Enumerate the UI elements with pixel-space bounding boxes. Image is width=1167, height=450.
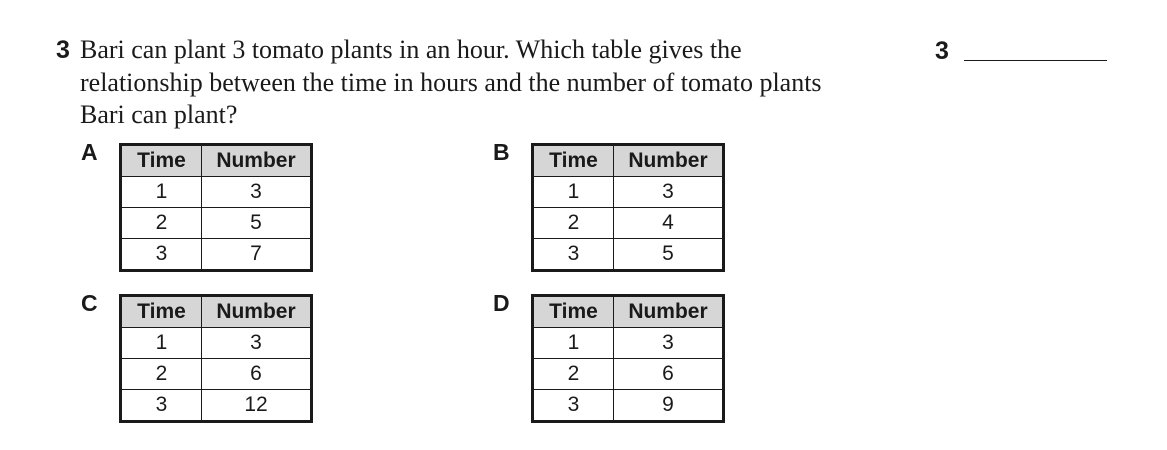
cell-number: 9	[614, 390, 724, 422]
table-header-row	[533, 145, 724, 177]
header-number: Number	[614, 145, 724, 177]
cell-number: 12	[202, 390, 312, 422]
option-c-table[interactable]	[119, 294, 313, 423]
header-time: Time	[533, 145, 614, 177]
header-number: Number	[202, 145, 312, 177]
cell-time: 3	[533, 239, 614, 271]
option-d-table[interactable]	[531, 294, 725, 423]
table-header-row	[121, 296, 312, 328]
cell-number: 3	[614, 177, 724, 208]
cell-time: 2	[121, 359, 202, 390]
question-line: Bari can plant 3 tomato plants in an hour. Which table gives the	[80, 35, 742, 64]
option-d-letter: D	[493, 290, 510, 316]
table-row	[121, 239, 312, 271]
cell-time: 1	[121, 328, 202, 359]
table-row	[533, 177, 724, 208]
cell-number: 3	[202, 328, 312, 359]
table-header-row	[533, 296, 724, 328]
header-time: Time	[121, 145, 202, 177]
question-line: Bari can plant?	[80, 100, 238, 129]
cell-time: 1	[533, 177, 614, 208]
header-number: Number	[202, 296, 312, 328]
option-b-letter: B	[493, 139, 510, 165]
cell-time: 1	[121, 177, 202, 208]
option-c-letter: C	[81, 290, 98, 316]
cell-number: 4	[614, 208, 724, 239]
cell-time: 2	[533, 359, 614, 390]
table-row	[121, 359, 312, 390]
cell-time: 2	[533, 208, 614, 239]
cell-number: 6	[202, 359, 312, 390]
table-row	[121, 208, 312, 239]
question-text	[80, 34, 900, 132]
table-row	[533, 328, 724, 359]
table-row	[533, 239, 724, 271]
cell-time: 1	[533, 328, 614, 359]
header-time: Time	[121, 296, 202, 328]
option-a-letter: A	[81, 139, 98, 165]
cell-number: 5	[202, 208, 312, 239]
table-row	[121, 390, 312, 422]
cell-number: 5	[614, 239, 724, 271]
cell-time: 3	[121, 239, 202, 271]
answer-number: 3	[935, 37, 949, 65]
table-row	[533, 208, 724, 239]
question-number: 3	[56, 36, 70, 64]
header-number: Number	[614, 296, 724, 328]
header-time: Time	[533, 296, 614, 328]
table-row	[533, 390, 724, 422]
table-row	[121, 177, 312, 208]
table-header-row	[121, 145, 312, 177]
table-row	[121, 328, 312, 359]
cell-number: 7	[202, 239, 312, 271]
cell-time: 2	[121, 208, 202, 239]
option-a-table[interactable]	[119, 143, 313, 272]
cell-number: 3	[614, 328, 724, 359]
answer-blank-line[interactable]	[964, 60, 1107, 61]
table-row	[533, 359, 724, 390]
cell-number: 3	[202, 177, 312, 208]
cell-time: 3	[121, 390, 202, 422]
question-line: relationship between the time in hours and the number of tomato plants	[80, 67, 822, 97]
cell-time: 3	[533, 390, 614, 422]
option-b-table[interactable]	[531, 143, 725, 272]
cell-number: 6	[614, 359, 724, 390]
